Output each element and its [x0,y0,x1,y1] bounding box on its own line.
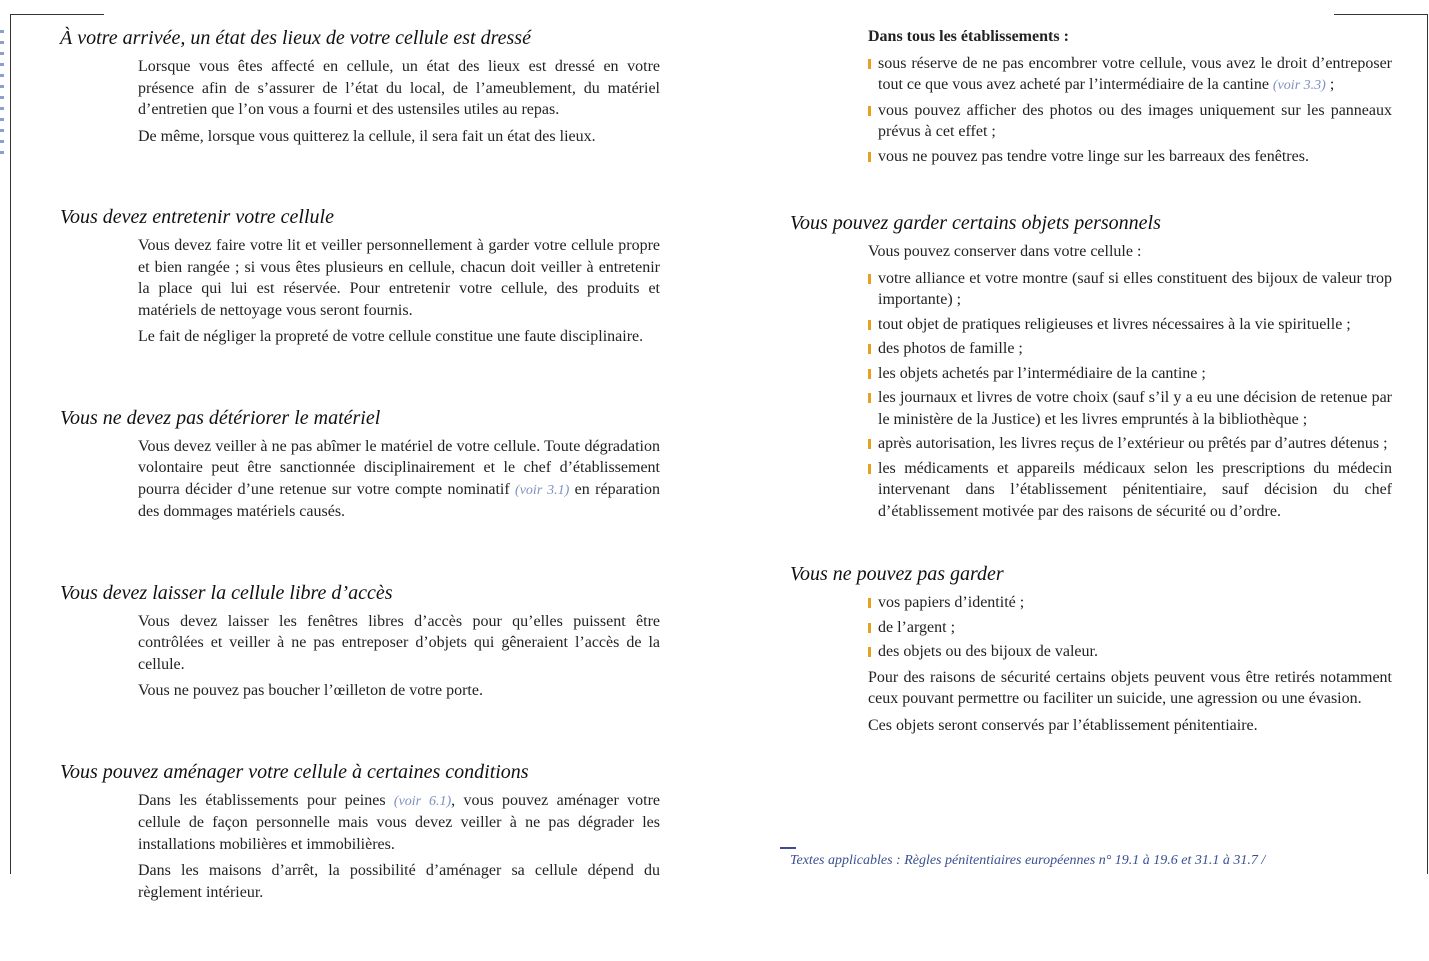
page-edge-marks [0,30,4,160]
list-item: de l’argent ; [868,617,1392,639]
paragraph: De même, lorsque vous quitterez la cellule, il sera fait un état des lieux. [138,127,596,145]
bullet-list [868,53,1392,168]
list-item: tout objet de pratiques religieuses et livres nécessaires à la vie spirituelle ; [868,314,1392,336]
paragraph: Vous devez laisser les fenêtres libres d’accès pour qu’elles puissent être contrôlées et veiller à ne pas entreposer d’objets qui gêneraient l’accès de la cellule. [138,612,660,673]
page-frame-left-edge [10,14,11,874]
list-item: votre alliance et votre montre (sauf si elles constituent des bijoux de valeur trop importante) ; [868,268,1392,311]
left-page-column [60,26,660,961]
cross-reference-link[interactable]: (voir 6.1) [393,793,452,809]
section-heading: Vous pouvez garder certains objets personnels [790,212,1161,234]
paragraph: Vous devez veiller à ne pas abîmer le matériel de votre cellule. Toute dégradation volontaire peut être sanctionnée disciplinairement et le chef d’établissement pourra décider d’une retenue sur votre compte nominatif (voir 3.1) en réparation des dommages matériels causés. [138,437,660,520]
section-all-establishments [790,26,1392,167]
cross-reference-link[interactable]: (voir 3.3) [1272,78,1326,93]
section-heading: Vous pouvez aménager votre cellule à certaines conditions [60,760,529,783]
list-item: vous ne pouvez pas tendre votre linge sur les barreaux des fenêtres. [868,146,1392,168]
list-item: les médicaments et appareils médicaux selon les prescriptions du médecin intervenant dans l’établissement pénitentiaire, sauf décision du chef d’établissement motivée par des raisons de sécurité ou d’ordre. [868,458,1392,523]
list-item: les objets achetés par l’intermédiaire de la cantine ; [868,363,1392,385]
section-heading: À votre arrivée, un état des lieux de votre cellule est dressé [60,27,531,49]
paragraph: Dans les maisons d’arrêt, la possibilité d’aménager sa cellule dépend du règlement intérieur. [138,862,660,901]
paragraph: Pour des raisons de sécurité certains objets peuvent vous être retirés notamment ceux pouvant permettre ou faciliter un suicide, une agression ou une évasion. [868,668,1392,707]
section-free-access [60,581,660,702]
paragraph: Dans les établissements pour peines (voir 6.1), vous pouvez aménager votre cellule de façon personnelle mais vous devez veiller à ne pas dégrader les installations mobilières et immobilières. [138,791,661,853]
paragraph: Lorsque vous êtes affecté en cellule, un état des lieux est dressé en votre présence afin de s’assurer de l’état du local, de l’ameublement, du matériel d’entretien que l’on vous a fourni et des ustensiles utiles au repas. [138,58,660,118]
list-lead: Dans tous les établissements : [868,28,1069,45]
footnote-marker [780,847,796,849]
paragraph: Vous ne pouvez pas boucher l’œilleton de votre porte. [138,682,483,699]
bullet-list [868,592,1392,663]
cross-reference-link[interactable]: (voir 3.1) [515,482,570,498]
section-keep-objects [790,211,1392,522]
bullet-list [868,268,1392,523]
section-arrival [60,26,660,147]
list-item: des photos de famille ; [868,338,1392,360]
list-item: les journaux et livres de votre choix (sauf s’il y a eu une décision de retenue par le ministère de la Justice) et les livres empruntés à la bibliothèque ; [868,387,1392,430]
list-item: vos papiers d’identité ; [868,592,1392,614]
section-heading: Vous ne devez pas détériorer le matériel [60,406,381,429]
footnote-applicable-texts: Textes applicables : Règles pénitentiaires européennes n° 19.1 à 19.6 et 31.1 à 31.7 / [790,853,1266,868]
list-item: après autorisation, les livres reçus de l’extérieur ou prêtés par d’autres détenus ; [868,433,1392,455]
section-heading: Vous ne pouvez pas garder [790,563,1004,585]
section-heading: Vous devez laisser la cellule libre d’accès [60,581,393,604]
list-lead: Vous pouvez conserver dans votre cellule : [868,243,1142,260]
section-arrange [60,760,660,904]
list-item: des objets ou des bijoux de valeur. [868,641,1392,663]
list-item: vous pouvez afficher des photos ou des images uniquement sur les panneaux prévus à cet effet ; [868,100,1392,143]
paragraph: Ces objets seront conservés par l’établissement pénitentiaire. [868,716,1258,734]
list-item: sous réserve de ne pas encombrer votre cellule, vous avez le droit d’entreposer tout ce que vous avez acheté par l’intermédiaire de la cantine (voir 3.3) ; [868,53,1392,97]
paragraph: Vous devez faire votre lit et veiller personnellement à garder votre cellule propre et bien rangée ; si vous êtes plusieurs en cellule, chacun doit veiller à entretenir la place qui lui est réservée. Pour entretenir votre cellule, des produits et matériels de nettoyage vous seront fournis. [138,237,660,319]
right-page-column [790,26,1392,776]
page-frame-right-top [1334,14,1428,15]
section-maintain [60,205,660,348]
paragraph: Le fait de négliger la propreté de votre cellule constitue une faute disciplinaire. [138,328,644,345]
page-frame-right-edge [1427,14,1428,874]
section-heading: Vous devez entretenir votre cellule [60,206,334,228]
section-no-damage [60,406,660,523]
section-cannot-keep [790,562,1392,736]
page-frame-left-top [10,14,104,15]
